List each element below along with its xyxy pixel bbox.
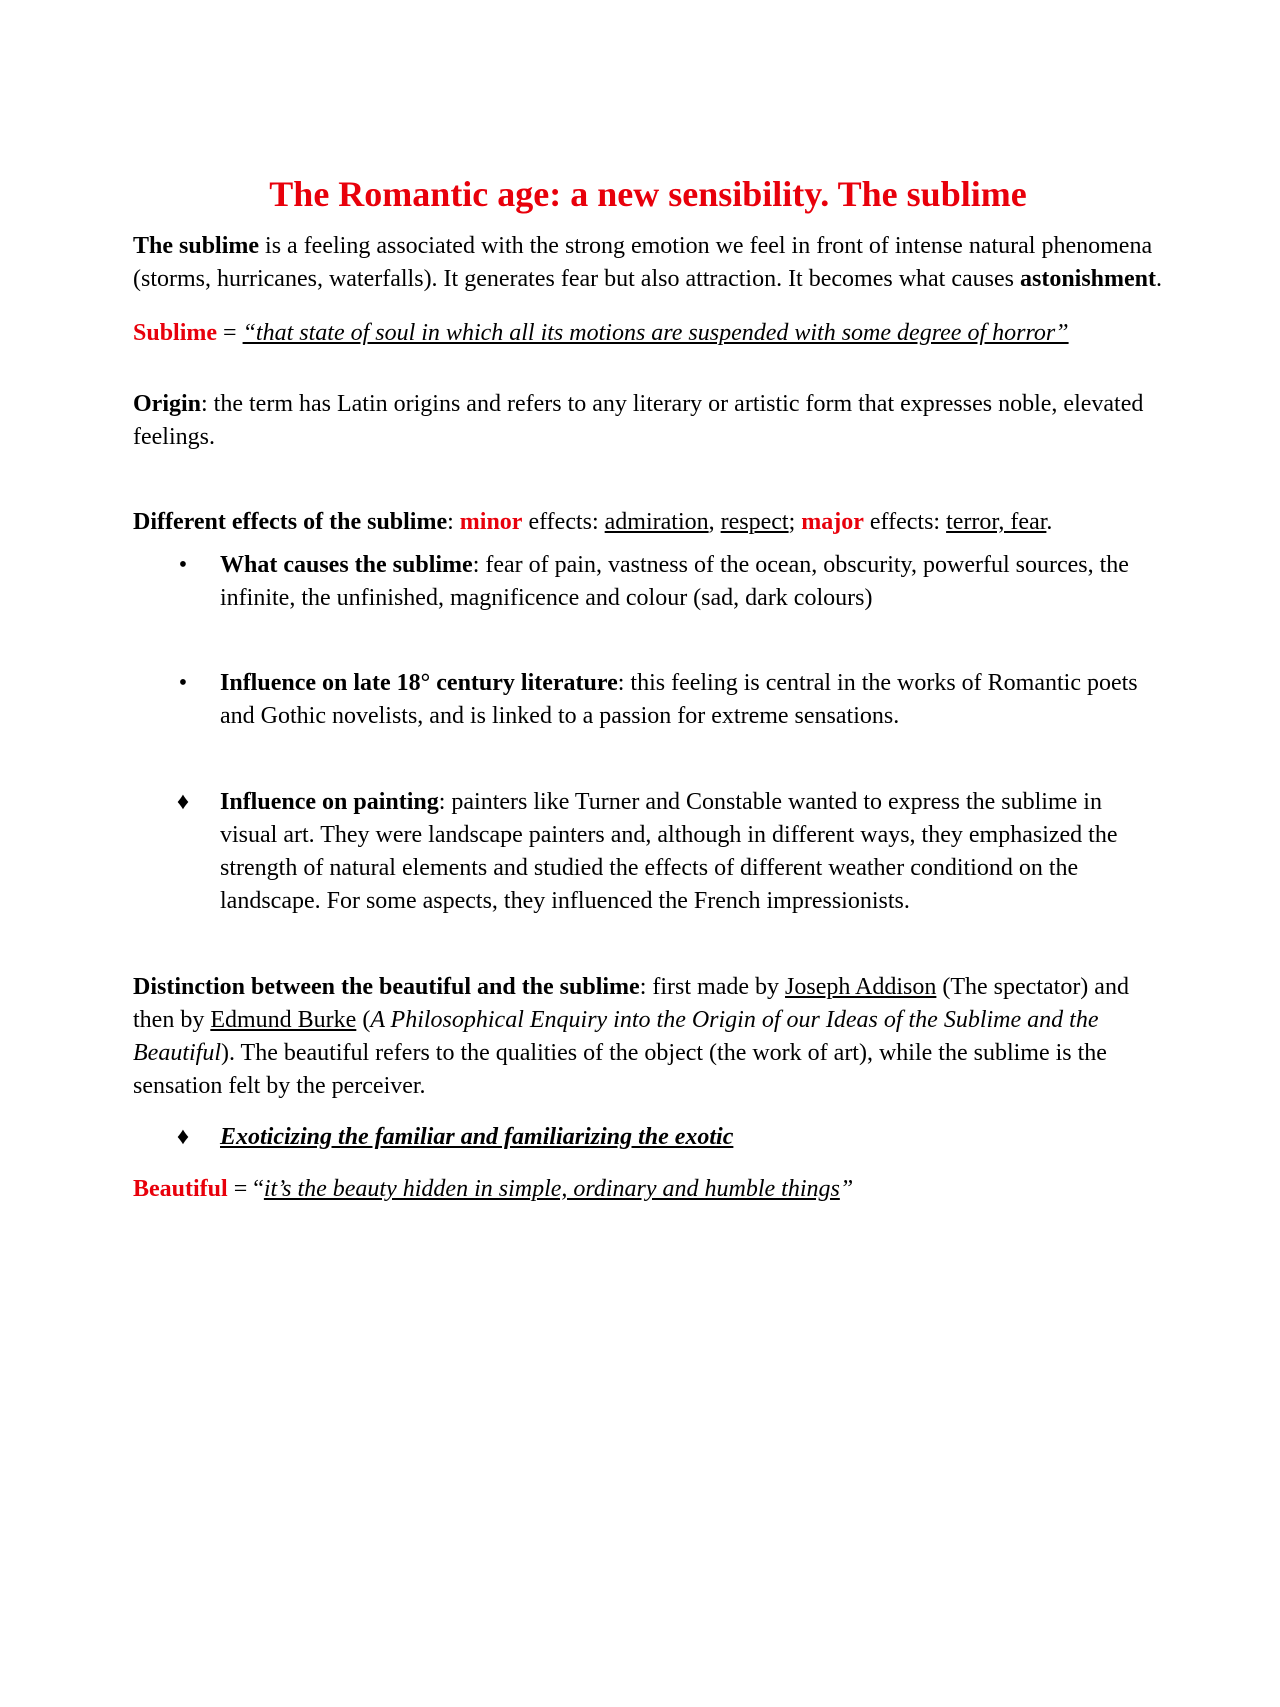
intro-text: is a feeling associated with the strong emotion we feel in front of intense natural phenomena (storms, hurricanes, waterfalls). It generates fear but also attraction. It becomes what causes <box>133 233 1153 292</box>
exotic-list <box>133 1121 1163 1154</box>
origin-paragraph <box>133 388 1163 454</box>
effects-colon: : <box>447 509 460 535</box>
distinction-text2: (The spectator) and then by <box>133 974 1129 1033</box>
effects-sep2: ; <box>788 509 802 535</box>
bullet-icon: • <box>178 552 188 578</box>
sublime-bullet-list <box>133 549 1163 918</box>
beautiful-term: Beautiful <box>133 1176 228 1202</box>
diamond-bullet-icon: ♦ <box>176 789 190 815</box>
sublime-quote: “that state of soul in which all its motions are suspended with some degree of horror” <box>242 320 1069 346</box>
effects-minor: minor <box>459 509 523 535</box>
distinction-text3: ( <box>356 1007 371 1033</box>
distinction-paragraph <box>133 971 1163 1103</box>
beautiful-definition <box>133 1173 1163 1206</box>
effects-paragraph <box>133 506 1163 539</box>
list-item <box>133 549 1163 615</box>
bullet-icon: • <box>178 670 188 696</box>
exotic-heading: Exoticizing the familiar and familiarizing the exotic <box>220 1124 734 1150</box>
diamond-bullet-icon: ♦ <box>176 1124 190 1150</box>
intro-term: The sublime <box>133 233 260 259</box>
distinction-text1: : first made by <box>639 974 786 1000</box>
origin-text: : the term has Latin origins and refers to any literary or artistic form that expresses noble, elevated feelings. <box>133 391 1144 450</box>
beautiful-close-quote: ” <box>839 1176 854 1202</box>
list-item <box>133 786 1163 918</box>
bullet-term: What causes the sublime <box>220 552 473 578</box>
distinction-text4: ). The beautiful refers to the qualities of the object (the work of art), while the sublime is the sensation felt by the perceiver. <box>133 1040 1107 1099</box>
sublime-equals: = <box>217 320 243 346</box>
bullet-text: : fear of pain, vastness of the ocean, obscurity, powerful sources, the infinite, the unfinished, magnificence and colour (sad, dark colours) <box>220 552 1129 611</box>
page-title: The Romantic age: a new sensibility. The sublime <box>269 174 1027 214</box>
list-item <box>133 1121 1163 1154</box>
intro-end: . <box>1156 266 1163 292</box>
bullet-text: : painters like Turner and Constable wanted to express the sublime in visual art. They were landscape painters and, although in different ways, they emphasized the strength of natural elements and studied the effects of different weather conditiond on the landscape. For some aspects, they influenced the French impressionists. <box>220 789 1118 914</box>
list-item <box>133 667 1163 733</box>
edmund-burke-link: Edmund Burke <box>210 1007 357 1033</box>
book-title: A Philosophical Enquiry into the Origin of our Ideas of the Sublime and the Beautiful <box>133 1007 1099 1066</box>
bullet-term: Influence on late 18° century literature <box>220 670 618 696</box>
sublime-term: Sublime <box>133 320 218 346</box>
effects-major: major <box>801 509 864 535</box>
beautiful-equals: = “ <box>227 1176 264 1202</box>
effects-sep1: , <box>708 509 721 535</box>
bullet-term: Influence on painting <box>220 789 439 815</box>
effects-minor-text: effects: <box>522 509 605 535</box>
distinction-term: Distinction between the beautiful and the sublime <box>133 974 640 1000</box>
effects-admiration: admiration <box>604 509 709 535</box>
origin-term: Origin <box>133 391 202 417</box>
effects-major-text: effects: <box>863 509 947 535</box>
document-page <box>133 150 1163 1206</box>
sublime-definition <box>133 317 1163 350</box>
effects-terror-fear: terror, fear <box>946 509 1047 535</box>
bullet-text: : this feeling is central in the works of Romantic poets and Gothic novelists, and is linked to a passion for extreme sensations. <box>220 670 1138 729</box>
intro-bold-end: astonishment <box>1019 266 1157 292</box>
effects-respect: respect <box>720 509 789 535</box>
beautiful-quote: it’s the beauty hidden in simple, ordinary and humble things <box>263 1176 840 1202</box>
intro-paragraph <box>133 230 1163 296</box>
joseph-addison-link: Joseph Addison <box>785 974 937 1000</box>
effects-term: Different effects of the sublime <box>133 509 448 535</box>
effects-end: . <box>1046 509 1053 535</box>
